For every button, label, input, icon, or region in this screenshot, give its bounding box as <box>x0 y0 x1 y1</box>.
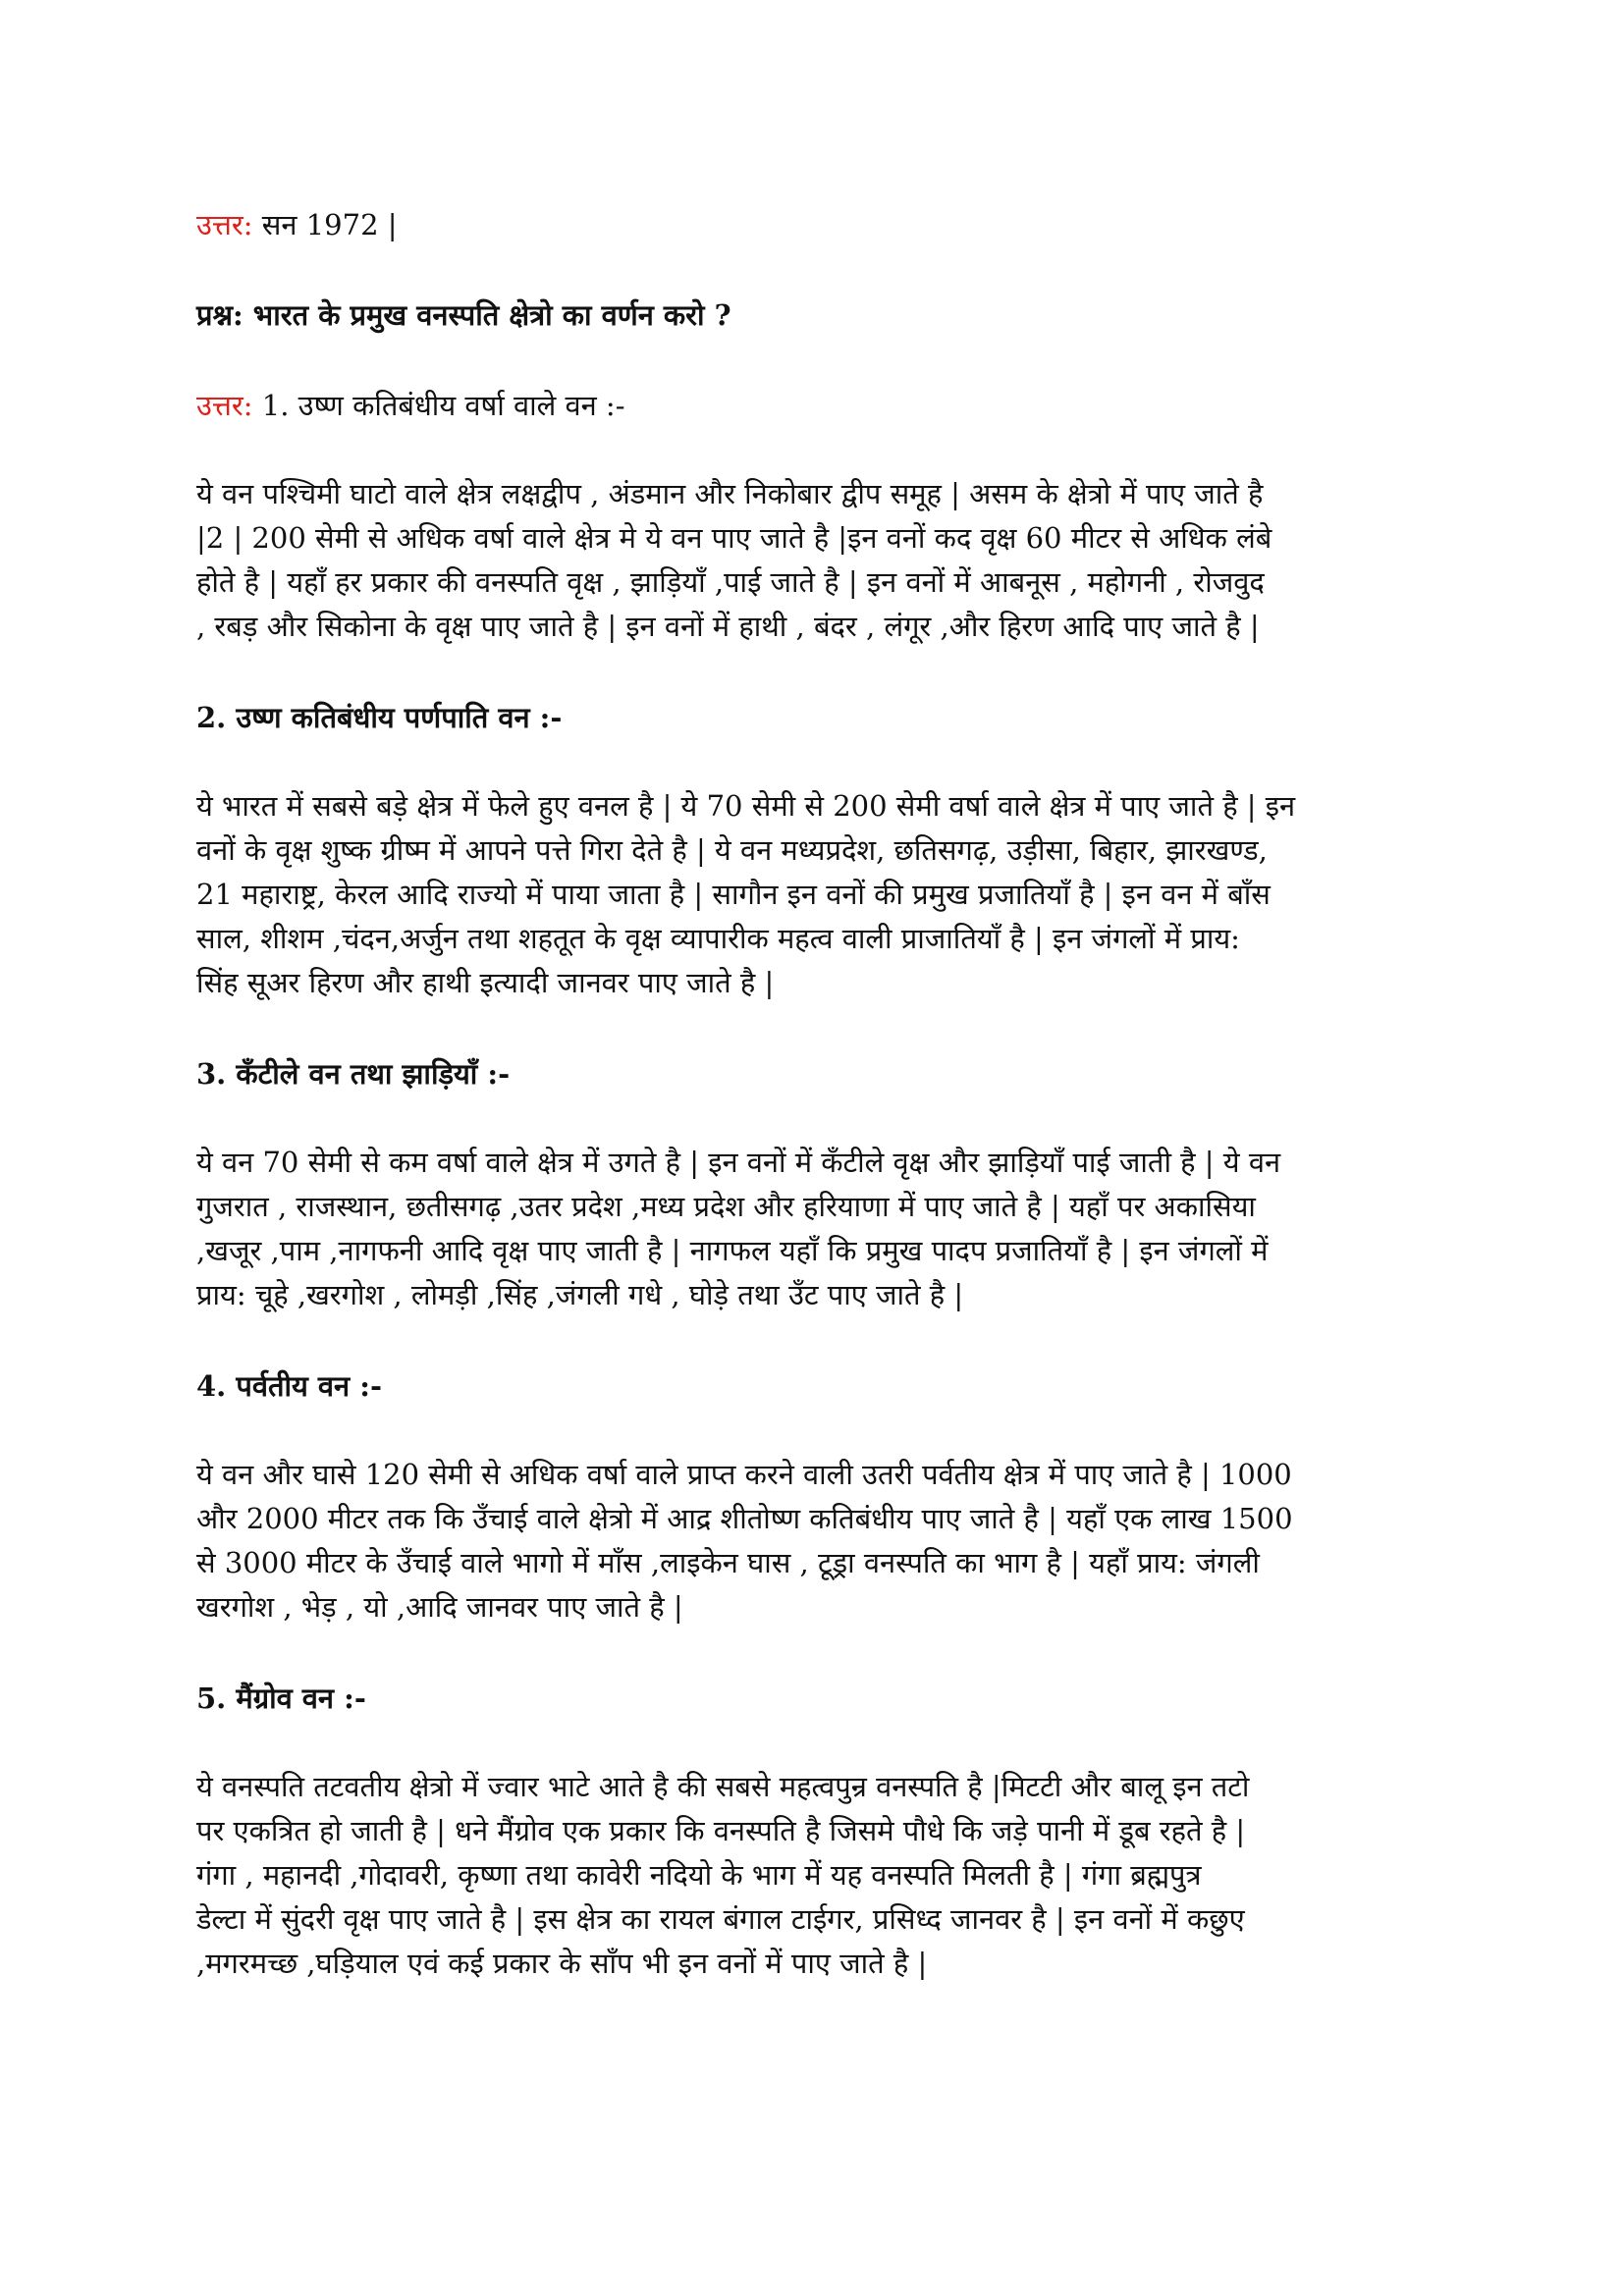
section1-paragraph <box>196 472 1424 649</box>
paragraph-line: 21 महाराष्ट्र, केरल आदि राज्यो में पाया जाता है | सागौन इन वनों की प्रमुख प्रजातियाँ है | इन वन में बाँस <box>196 878 1271 911</box>
paragraph-line: ये वन और घासे 120 सेमी से अधिक वर्षा वाले प्राप्त करने वाली उतरी पर्वतीय क्षेत्र में पाए जाते है | 1000 <box>196 1458 1292 1491</box>
answer-label: उत्तर: <box>196 389 253 422</box>
paragraph-line: , रबड़ और सिकोना के वृक्ष पाए जाते है | इन वनों में हाथी , बंदर , लंगूर ,और हिरण आदि पाए जाते है | <box>196 610 1260 643</box>
paragraph-line: सिंह सूअर हिरण और हाथी इत्यादी जानवर पाए जाते है | <box>196 966 775 999</box>
paragraph-line: प्राय: चूहे ,खरगोश , लोमड़ी ,सिंह ,जंगली गधे , घोड़े तथा उँट पाए जाते है | <box>196 1278 964 1311</box>
section4-heading: 4. पर्वतीय वन :- <box>196 1369 382 1403</box>
paragraph-line: होते है | यहाँ हर प्रकार की वनस्पति वृक्ष , झाड़ियाँ ,पाई जाते है | इन वनों में आबनूस , महोगनी , रोजवुद <box>196 565 1265 599</box>
paragraph-line: ये वन पश्चिमी घाटो वाले क्षेत्र लक्षद्वीप , अंडमान और निकोबार द्वीप समूह | असम के क्षेत्रो में पाए जाते है <box>196 477 1264 510</box>
answer-year-line <box>196 201 1424 248</box>
answer-intro-line <box>196 382 1424 429</box>
paragraph-line: साल, शीशम ,चंदन,अर्जुन तथा शहतूत के वृक्ष व्यापारीक महत्व वाली प्राजातियाँ है | इन जंगलों में प्राय: <box>196 922 1240 955</box>
section4-paragraph <box>196 1453 1424 1629</box>
paragraph-line: पर एकत्रित हो जाती है | धने मैंग्रोव एक प्रकार कि वनस्पति है जिसमे पौधे कि जड़े पानी में डूब रहते है | <box>196 1814 1246 1847</box>
question-heading: प्रश्न: भारत के प्रमुख वनस्पति क्षेत्रो का वर्णन करो ? <box>196 298 731 332</box>
section2-heading: 2. उष्ण कतिबंधीय पर्णपाति वन :- <box>196 701 563 734</box>
paragraph-line: ये भारत में सबसे बड़े क्षेत्र में फेले हुए वनल है | ये 70 सेमी से 200 सेमी वर्षा वाले क्षेत्र में पाए जाते है | इन <box>196 789 1296 823</box>
paragraph-line: गंगा , महानदी ,गोदावरी, कृष्णा तथा कावेरी नदियो के भाग में यह वनस्पति मिलती है | गंगा ब्रह्मपुत्र <box>196 1858 1202 1892</box>
answer-intro-text: 1. उष्ण कतिबंधीय वर्षा वाले वन :- <box>252 389 625 422</box>
section5-paragraph <box>196 1765 1424 1986</box>
answer-label: उत्तर: <box>196 208 253 241</box>
paragraph-line: गुजरात , राजस्थान, छतीसगढ़ ,उतर प्रदेश ,मध्य प्रदेश और हरियाणा में पाए जाते है | यहाँ पर अकासिया <box>196 1190 1256 1223</box>
paragraph-line: ,मगरमच्छ ,घड़ियाल एवं कई प्रकार के साँप भी इन वनों में पाए जाते है | <box>196 1947 928 1980</box>
answer-year-text: सन 1972 | <box>252 208 398 241</box>
section3-heading: 3. कँटीले वन तथा झाड़ियाँ :- <box>196 1057 511 1091</box>
paragraph-line: |2 | 200 सेमी से अधिक वर्षा वाले क्षेत्र मे ये वन पाए जाते है |इन वनों कद वृक्ष 60 मीटर से अधिक लंबे <box>196 521 1272 555</box>
section3-paragraph <box>196 1141 1424 1317</box>
section5-heading: 5. मैंग्रोव वन :- <box>196 1682 366 1715</box>
paragraph-line: ये वनस्पति तटवतीय क्षेत्रो में ज्वार भाटे आते है की सबसे महत्वपुन्र वनस्पति है |मिटटी और बालू इन तटो <box>196 1770 1250 1803</box>
paragraph-line: खरगोश , भेड़ , यो ,आदि जानवर पाए जाते है | <box>196 1590 683 1624</box>
paragraph-line: से 3000 मीटर के उँचाई वाले भागो में माँस ,लाइकेन घास , टूड्रा वनस्पति का भाग है | यहाँ प्राय: जंगली <box>196 1546 1260 1579</box>
paragraph-line: और 2000 मीटर तक कि उँचाई वाले क्षेत्रो में आद्र शीतोष्ण कतिबंधीय पाए जाते है | यहाँ एक लाख 1500 <box>196 1502 1293 1535</box>
paragraph-line: ,खजूर ,पाम ,नागफनी आदि वृक्ष पाए जाती है | नागफल यहाँ कि प्रमुख पादप प्रजातियाँ है | इन जंगलों में <box>196 1234 1269 1267</box>
paragraph-line: वनों के वृक्ष शुष्क ग्रीष्म में आपने पत्ते गिरा देते है | ये वन मध्यप्रदेश, छतिसगढ़, उड़ीसा, बिहार, झारखण्ड, <box>196 833 1268 867</box>
section2-paragraph <box>196 784 1424 1005</box>
paragraph-line: डेल्टा में सुंदरी वृक्ष पाए जाते है | इस क्षेत्र का रायल बंगाल टाईगर, प्रसिध्द जानवर है | इन वनों में कछुए <box>196 1902 1245 1936</box>
paragraph-line: ये वन 70 सेमी से कम वर्षा वाले क्षेत्र में उगते है | इन वनों में कँटीले वृक्ष और झाड़ियाँ पाई जाती है | ये वन <box>196 1146 1281 1179</box>
document-page <box>196 201 1424 1986</box>
